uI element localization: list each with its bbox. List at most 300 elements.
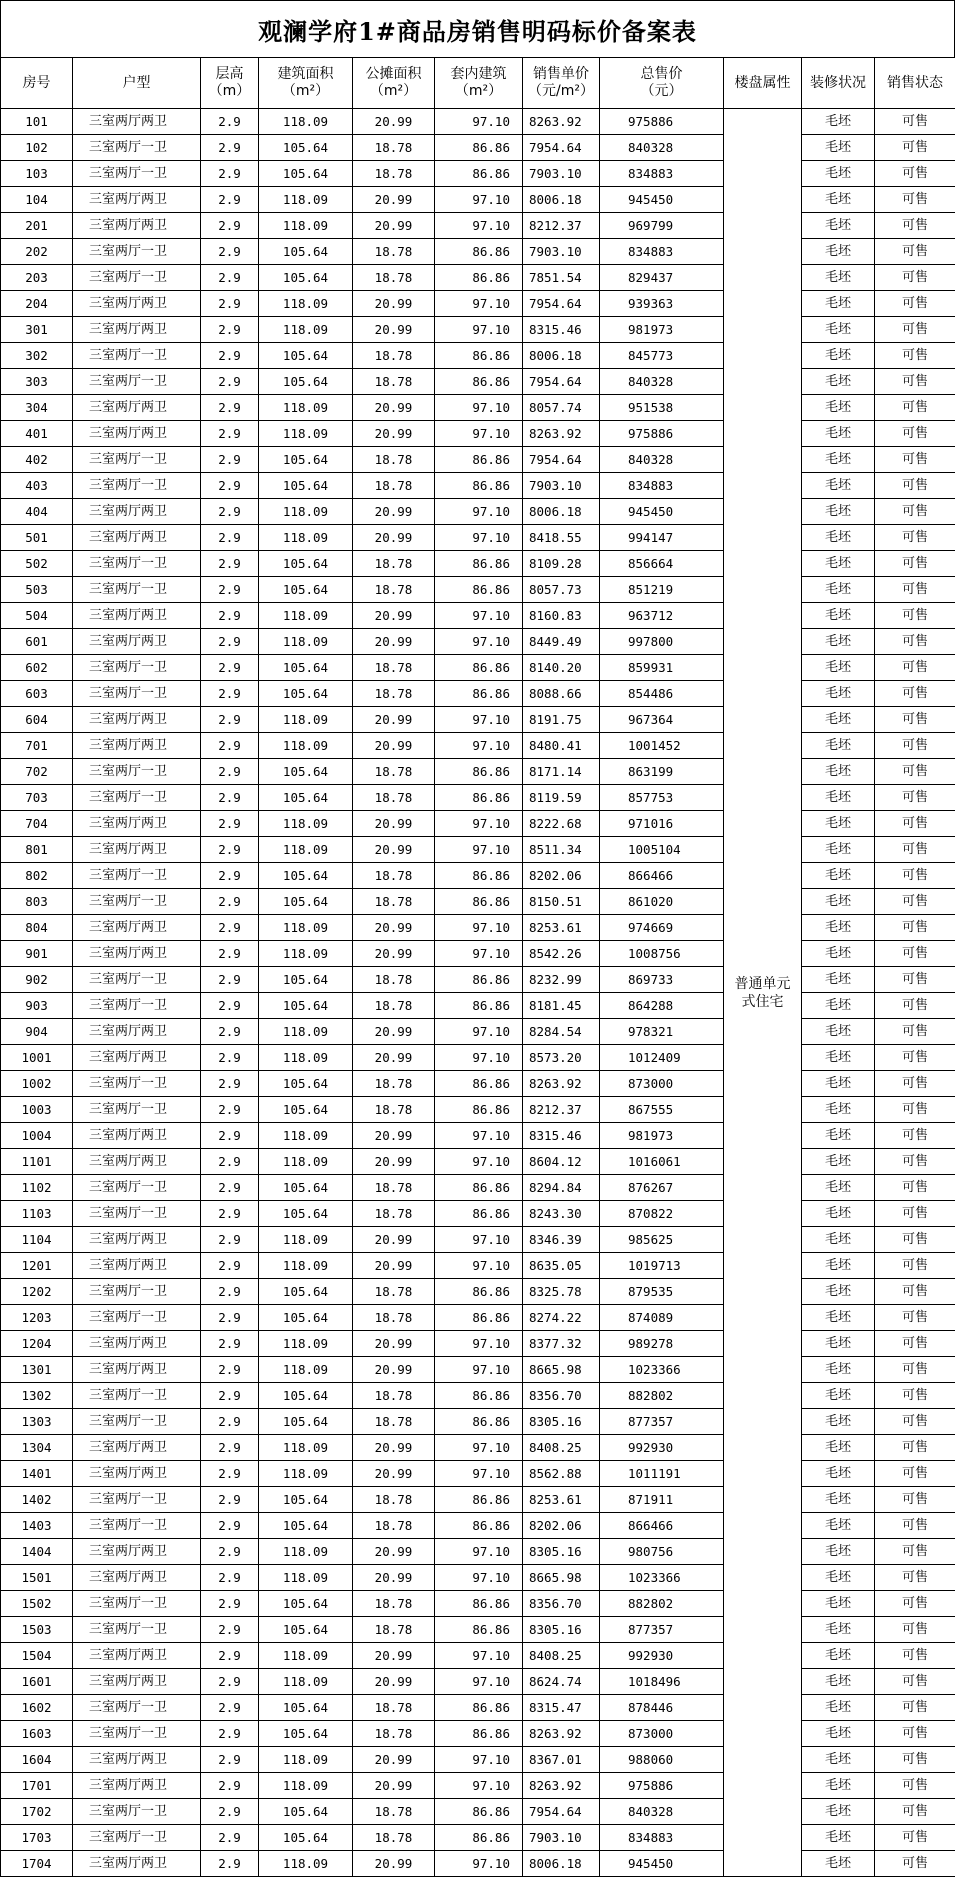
floor-height-cell: 2.9 [201, 1409, 259, 1435]
decoration-cell: 毛坯 [802, 603, 875, 629]
unit-price-cell: 8006.18 [523, 1851, 600, 1877]
floor-height-cell: 2.9 [201, 1851, 259, 1877]
room-number-cell: 1701 [1, 1773, 73, 1799]
shared-area-cell: 20.99 [353, 187, 435, 213]
table-row [1, 551, 955, 577]
inner-area-cell: 97.10 [435, 733, 523, 759]
layout-cell: 三室两厅一卫 [73, 1097, 201, 1123]
floor-height-cell: 2.9 [201, 161, 259, 187]
room-number-cell: 304 [1, 395, 73, 421]
decoration-cell: 毛坯 [802, 499, 875, 525]
decoration-cell: 毛坯 [802, 1539, 875, 1565]
shared-area-cell: 18.78 [353, 1721, 435, 1747]
room-number-cell: 1703 [1, 1825, 73, 1851]
total-price-cell: 994147 [600, 525, 724, 551]
floor-height-cell: 2.9 [201, 239, 259, 265]
area-cell: 105.64 [259, 655, 353, 681]
unit-price-cell: 8665.98 [523, 1357, 600, 1383]
area-cell: 105.64 [259, 1825, 353, 1851]
inner-area-cell: 86.86 [435, 1071, 523, 1097]
total-price-cell: 992930 [600, 1643, 724, 1669]
inner-area-cell: 97.10 [435, 1565, 523, 1591]
sale-status-cell: 可售 [875, 1123, 955, 1149]
unit-price-cell: 8243.30 [523, 1201, 600, 1227]
decoration-cell: 毛坯 [802, 239, 875, 265]
floor-height-cell: 2.9 [201, 291, 259, 317]
floor-height-cell: 2.9 [201, 629, 259, 655]
decoration-cell: 毛坯 [802, 1799, 875, 1825]
decoration-cell: 毛坯 [802, 525, 875, 551]
room-number-cell: 1201 [1, 1253, 73, 1279]
table-row [1, 785, 955, 811]
sale-status-cell: 可售 [875, 447, 955, 473]
total-price-cell: 1023366 [600, 1565, 724, 1591]
floor-height-cell: 2.9 [201, 967, 259, 993]
sale-status-cell: 可售 [875, 317, 955, 343]
unit-price-cell: 7954.64 [523, 1799, 600, 1825]
table-row [1, 1383, 955, 1409]
floor-height-cell: 2.9 [201, 1045, 259, 1071]
decoration-cell: 毛坯 [802, 1175, 875, 1201]
unit-price-cell: 8346.39 [523, 1227, 600, 1253]
area-cell: 118.09 [259, 629, 353, 655]
floor-height-cell: 2.9 [201, 213, 259, 239]
shared-area-cell: 18.78 [353, 1799, 435, 1825]
shared-area-cell: 20.99 [353, 1851, 435, 1877]
shared-area-cell: 18.78 [353, 161, 435, 187]
area-cell: 105.64 [259, 1695, 353, 1721]
decoration-cell: 毛坯 [802, 421, 875, 447]
table-row [1, 967, 955, 993]
floor-height-cell: 2.9 [201, 1123, 259, 1149]
total-price-cell: 1018496 [600, 1669, 724, 1695]
decoration-cell: 毛坯 [802, 837, 875, 863]
area-cell: 118.09 [259, 915, 353, 941]
floor-height-cell: 2.9 [201, 1643, 259, 1669]
layout-cell: 三室两厅一卫 [73, 863, 201, 889]
total-price-cell: 873000 [600, 1721, 724, 1747]
shared-area-cell: 20.99 [353, 733, 435, 759]
shared-area-cell: 18.78 [353, 1175, 435, 1201]
area-cell: 118.09 [259, 837, 353, 863]
table-row [1, 1279, 955, 1305]
room-number-cell: 101 [1, 109, 73, 135]
floor-height-cell: 2.9 [201, 1227, 259, 1253]
inner-area-cell: 97.10 [435, 291, 523, 317]
room-number-cell: 701 [1, 733, 73, 759]
shared-area-cell: 18.78 [353, 1071, 435, 1097]
layout-cell: 三室两厅一卫 [73, 1071, 201, 1097]
inner-area-cell: 97.10 [435, 421, 523, 447]
area-cell: 105.64 [259, 1383, 353, 1409]
unit-price-cell: 8212.37 [523, 1097, 600, 1123]
area-cell: 105.64 [259, 1591, 353, 1617]
table-row [1, 421, 955, 447]
unit-price-cell: 8325.78 [523, 1279, 600, 1305]
unit-price-cell: 8140.20 [523, 655, 600, 681]
decoration-cell: 毛坯 [802, 889, 875, 915]
decoration-cell: 毛坯 [802, 161, 875, 187]
inner-area-cell: 97.10 [435, 1851, 523, 1877]
table-row [1, 577, 955, 603]
table-row [1, 1773, 955, 1799]
decoration-cell: 毛坯 [802, 1071, 875, 1097]
room-number-cell: 301 [1, 317, 73, 343]
sale-status-cell: 可售 [875, 1565, 955, 1591]
decoration-cell: 毛坯 [802, 1851, 875, 1877]
decoration-cell: 毛坯 [802, 1253, 875, 1279]
room-number-cell: 802 [1, 863, 73, 889]
sale-status-cell: 可售 [875, 239, 955, 265]
total-price-cell: 981973 [600, 317, 724, 343]
decoration-cell: 毛坯 [802, 551, 875, 577]
inner-area-cell: 86.86 [435, 863, 523, 889]
sale-status-cell: 可售 [875, 1539, 955, 1565]
unit-price-cell: 8305.16 [523, 1539, 600, 1565]
inner-area-cell: 86.86 [435, 161, 523, 187]
decoration-cell: 毛坯 [802, 811, 875, 837]
inner-area-cell: 86.86 [435, 1279, 523, 1305]
room-number-cell: 102 [1, 135, 73, 161]
table-row [1, 1487, 955, 1513]
table-row [1, 109, 955, 135]
decoration-cell: 毛坯 [802, 1331, 875, 1357]
layout-cell: 三室两厅两卫 [73, 317, 201, 343]
table-row [1, 1747, 955, 1773]
room-number-cell: 503 [1, 577, 73, 603]
shared-area-cell: 18.78 [353, 1695, 435, 1721]
decoration-cell: 毛坯 [802, 1565, 875, 1591]
area-cell: 105.64 [259, 1721, 353, 1747]
sale-status-cell: 可售 [875, 1487, 955, 1513]
shared-area-cell: 20.99 [353, 213, 435, 239]
unit-price-cell: 8305.16 [523, 1617, 600, 1643]
total-price-cell: 882802 [600, 1383, 724, 1409]
inner-area-cell: 97.10 [435, 1643, 523, 1669]
shared-area-cell: 18.78 [353, 1487, 435, 1513]
floor-height-cell: 2.9 [201, 473, 259, 499]
floor-height-cell: 2.9 [201, 759, 259, 785]
shared-area-cell: 18.78 [353, 993, 435, 1019]
total-price-cell: 840328 [600, 447, 724, 473]
decoration-cell: 毛坯 [802, 941, 875, 967]
area-cell: 118.09 [259, 317, 353, 343]
layout-cell: 三室两厅两卫 [73, 1773, 201, 1799]
layout-cell: 三室两厅一卫 [73, 135, 201, 161]
table-row [1, 239, 955, 265]
room-number-cell: 1602 [1, 1695, 73, 1721]
unit-price-cell: 7903.10 [523, 473, 600, 499]
inner-area-cell: 97.10 [435, 1773, 523, 1799]
floor-height-cell: 2.9 [201, 343, 259, 369]
decoration-cell: 毛坯 [802, 317, 875, 343]
room-number-cell: 104 [1, 187, 73, 213]
sale-status-cell: 可售 [875, 993, 955, 1019]
table-row [1, 1695, 955, 1721]
room-number-cell: 803 [1, 889, 73, 915]
floor-height-cell: 2.9 [201, 1747, 259, 1773]
total-price-cell: 871911 [600, 1487, 724, 1513]
layout-cell: 三室两厅两卫 [73, 629, 201, 655]
layout-cell: 三室两厅一卫 [73, 1513, 201, 1539]
sale-status-cell: 可售 [875, 1669, 955, 1695]
unit-price-cell: 8624.74 [523, 1669, 600, 1695]
layout-cell: 三室两厅一卫 [73, 681, 201, 707]
layout-cell: 三室两厅一卫 [73, 785, 201, 811]
shared-area-cell: 20.99 [353, 629, 435, 655]
unit-price-cell: 8315.46 [523, 1123, 600, 1149]
room-number-cell: 1203 [1, 1305, 73, 1331]
decoration-cell: 毛坯 [802, 915, 875, 941]
room-number-cell: 303 [1, 369, 73, 395]
table-row [1, 1617, 955, 1643]
table-row [1, 1305, 955, 1331]
room-number-cell: 1102 [1, 1175, 73, 1201]
area-cell: 105.64 [259, 1409, 353, 1435]
table-row [1, 1513, 955, 1539]
sale-status-cell: 可售 [875, 135, 955, 161]
table-row [1, 759, 955, 785]
inner-area-cell: 86.86 [435, 1591, 523, 1617]
unit-price-cell: 8573.20 [523, 1045, 600, 1071]
shared-area-cell: 20.99 [353, 1773, 435, 1799]
layout-cell: 三室两厅一卫 [73, 1305, 201, 1331]
total-price-cell: 981973 [600, 1123, 724, 1149]
total-price-cell: 992930 [600, 1435, 724, 1461]
area-cell: 105.64 [259, 239, 353, 265]
shared-area-cell: 18.78 [353, 577, 435, 603]
shared-area-cell: 20.99 [353, 291, 435, 317]
decoration-cell: 毛坯 [802, 1435, 875, 1461]
sale-status-cell: 可售 [875, 551, 955, 577]
decoration-cell: 毛坯 [802, 1019, 875, 1045]
unit-price-cell: 8160.83 [523, 603, 600, 629]
area-cell: 118.09 [259, 707, 353, 733]
total-price-cell: 864288 [600, 993, 724, 1019]
layout-cell: 三室两厅两卫 [73, 291, 201, 317]
unit-price-cell: 7954.64 [523, 369, 600, 395]
room-number-cell: 402 [1, 447, 73, 473]
shared-area-cell: 20.99 [353, 1435, 435, 1461]
inner-area-cell: 86.86 [435, 135, 523, 161]
table-row [1, 603, 955, 629]
room-number-cell: 1502 [1, 1591, 73, 1617]
area-cell: 105.64 [259, 577, 353, 603]
floor-height-cell: 2.9 [201, 109, 259, 135]
inner-area-cell: 97.10 [435, 109, 523, 135]
col-header-decoration: 装修状况 [802, 58, 875, 109]
sale-status-cell: 可售 [875, 499, 955, 525]
sale-status-cell: 可售 [875, 1409, 955, 1435]
inner-area-cell: 86.86 [435, 967, 523, 993]
inner-area-cell: 97.10 [435, 1747, 523, 1773]
layout-cell: 三室两厅两卫 [73, 525, 201, 551]
room-number-cell: 702 [1, 759, 73, 785]
total-price-cell: 857753 [600, 785, 724, 811]
layout-cell: 三室两厅两卫 [73, 1461, 201, 1487]
shared-area-cell: 20.99 [353, 837, 435, 863]
price-table [0, 57, 955, 1877]
unit-price-cell: 8263.92 [523, 1071, 600, 1097]
decoration-cell: 毛坯 [802, 1617, 875, 1643]
layout-cell: 三室两厅两卫 [73, 1149, 201, 1175]
total-price-cell: 971016 [600, 811, 724, 837]
room-number-cell: 604 [1, 707, 73, 733]
area-cell: 118.09 [259, 1227, 353, 1253]
layout-cell: 三室两厅一卫 [73, 967, 201, 993]
decoration-cell: 毛坯 [802, 629, 875, 655]
area-cell: 118.09 [259, 733, 353, 759]
floor-height-cell: 2.9 [201, 551, 259, 577]
layout-cell: 三室两厅一卫 [73, 1409, 201, 1435]
sale-status-cell: 可售 [875, 603, 955, 629]
room-number-cell: 602 [1, 655, 73, 681]
unit-price-cell: 8284.54 [523, 1019, 600, 1045]
shared-area-cell: 18.78 [353, 343, 435, 369]
layout-cell: 三室两厅两卫 [73, 1747, 201, 1773]
shared-area-cell: 18.78 [353, 265, 435, 291]
area-cell: 118.09 [259, 291, 353, 317]
floor-height-cell: 2.9 [201, 1825, 259, 1851]
total-price-cell: 863199 [600, 759, 724, 785]
sale-status-cell: 可售 [875, 421, 955, 447]
area-cell: 118.09 [259, 1123, 353, 1149]
room-number-cell: 1103 [1, 1201, 73, 1227]
table-row [1, 1721, 955, 1747]
area-cell: 118.09 [259, 1539, 353, 1565]
total-price-cell: 989278 [600, 1331, 724, 1357]
shared-area-cell: 20.99 [353, 1123, 435, 1149]
unit-price-cell: 8274.22 [523, 1305, 600, 1331]
layout-cell: 三室两厅一卫 [73, 447, 201, 473]
decoration-cell: 毛坯 [802, 1097, 875, 1123]
sale-status-cell: 可售 [875, 1227, 955, 1253]
floor-height-cell: 2.9 [201, 369, 259, 395]
room-number-cell: 1101 [1, 1149, 73, 1175]
table-row [1, 1539, 955, 1565]
table-row [1, 499, 955, 525]
table-row [1, 1071, 955, 1097]
sale-status-cell: 可售 [875, 655, 955, 681]
inner-area-cell: 97.10 [435, 1253, 523, 1279]
layout-cell: 三室两厅两卫 [73, 499, 201, 525]
room-number-cell: 1304 [1, 1435, 73, 1461]
total-price-cell: 951538 [600, 395, 724, 421]
shared-area-cell: 20.99 [353, 1643, 435, 1669]
inner-area-cell: 86.86 [435, 1201, 523, 1227]
area-cell: 118.09 [259, 1019, 353, 1045]
unit-price-cell: 8006.18 [523, 499, 600, 525]
room-number-cell: 903 [1, 993, 73, 1019]
shared-area-cell: 20.99 [353, 603, 435, 629]
inner-area-cell: 97.10 [435, 1461, 523, 1487]
area-cell: 105.64 [259, 1071, 353, 1097]
col-header-property: 楼盘属性 [724, 58, 802, 109]
inner-area-cell: 86.86 [435, 1487, 523, 1513]
unit-price-cell: 8232.99 [523, 967, 600, 993]
layout-cell: 三室两厅两卫 [73, 707, 201, 733]
total-price-cell: 963712 [600, 603, 724, 629]
total-price-cell: 869733 [600, 967, 724, 993]
inner-area-cell: 97.10 [435, 915, 523, 941]
floor-height-cell: 2.9 [201, 447, 259, 473]
room-number-cell: 1501 [1, 1565, 73, 1591]
sale-status-cell: 可售 [875, 707, 955, 733]
room-number-cell: 202 [1, 239, 73, 265]
area-cell: 105.64 [259, 993, 353, 1019]
sale-status-cell: 可售 [875, 1851, 955, 1877]
inner-area-cell: 86.86 [435, 1097, 523, 1123]
table-row [1, 1851, 955, 1877]
shared-area-cell: 18.78 [353, 1617, 435, 1643]
decoration-cell: 毛坯 [802, 343, 875, 369]
layout-cell: 三室两厅一卫 [73, 993, 201, 1019]
unit-price-cell: 8356.70 [523, 1591, 600, 1617]
col-header-layout: 户型 [73, 58, 201, 109]
table-row [1, 1591, 955, 1617]
area-cell: 105.64 [259, 135, 353, 161]
unit-price-cell: 7954.64 [523, 291, 600, 317]
sale-status-cell: 可售 [875, 1331, 955, 1357]
total-price-cell: 974669 [600, 915, 724, 941]
total-price-cell: 985625 [600, 1227, 724, 1253]
inner-area-cell: 86.86 [435, 1799, 523, 1825]
sale-status-cell: 可售 [875, 1071, 955, 1097]
table-row [1, 863, 955, 889]
sale-status-cell: 可售 [875, 915, 955, 941]
inner-area-cell: 97.10 [435, 1357, 523, 1383]
shared-area-cell: 18.78 [353, 655, 435, 681]
area-cell: 105.64 [259, 889, 353, 915]
total-price-cell: 945450 [600, 187, 724, 213]
shared-area-cell: 18.78 [353, 889, 435, 915]
area-cell: 105.64 [259, 967, 353, 993]
layout-cell: 三室两厅两卫 [73, 811, 201, 837]
total-price-cell: 975886 [600, 1773, 724, 1799]
layout-cell: 三室两厅一卫 [73, 1799, 201, 1825]
unit-price-cell: 8006.18 [523, 187, 600, 213]
table-row [1, 1019, 955, 1045]
decoration-cell: 毛坯 [802, 135, 875, 161]
layout-cell: 三室两厅两卫 [73, 213, 201, 239]
room-number-cell: 904 [1, 1019, 73, 1045]
floor-height-cell: 2.9 [201, 1695, 259, 1721]
layout-cell: 三室两厅一卫 [73, 551, 201, 577]
layout-cell: 三室两厅一卫 [73, 1279, 201, 1305]
decoration-cell: 毛坯 [802, 1461, 875, 1487]
inner-area-cell: 97.10 [435, 941, 523, 967]
total-price-cell: 1023366 [600, 1357, 724, 1383]
sale-status-cell: 可售 [875, 1747, 955, 1773]
inner-area-cell: 97.10 [435, 525, 523, 551]
inner-area-cell: 86.86 [435, 785, 523, 811]
layout-cell: 三室两厅一卫 [73, 889, 201, 915]
area-cell: 118.09 [259, 499, 353, 525]
inner-area-cell: 86.86 [435, 1383, 523, 1409]
unit-price-cell: 8202.06 [523, 863, 600, 889]
room-number-cell: 204 [1, 291, 73, 317]
shared-area-cell: 20.99 [353, 109, 435, 135]
sale-status-cell: 可售 [875, 213, 955, 239]
table-row [1, 395, 955, 421]
area-cell: 118.09 [259, 1149, 353, 1175]
sale-status-cell: 可售 [875, 577, 955, 603]
table-row [1, 1201, 955, 1227]
unit-price-cell: 8191.75 [523, 707, 600, 733]
floor-height-cell: 2.9 [201, 1201, 259, 1227]
inner-area-cell: 86.86 [435, 1721, 523, 1747]
unit-price-cell: 8109.28 [523, 551, 600, 577]
